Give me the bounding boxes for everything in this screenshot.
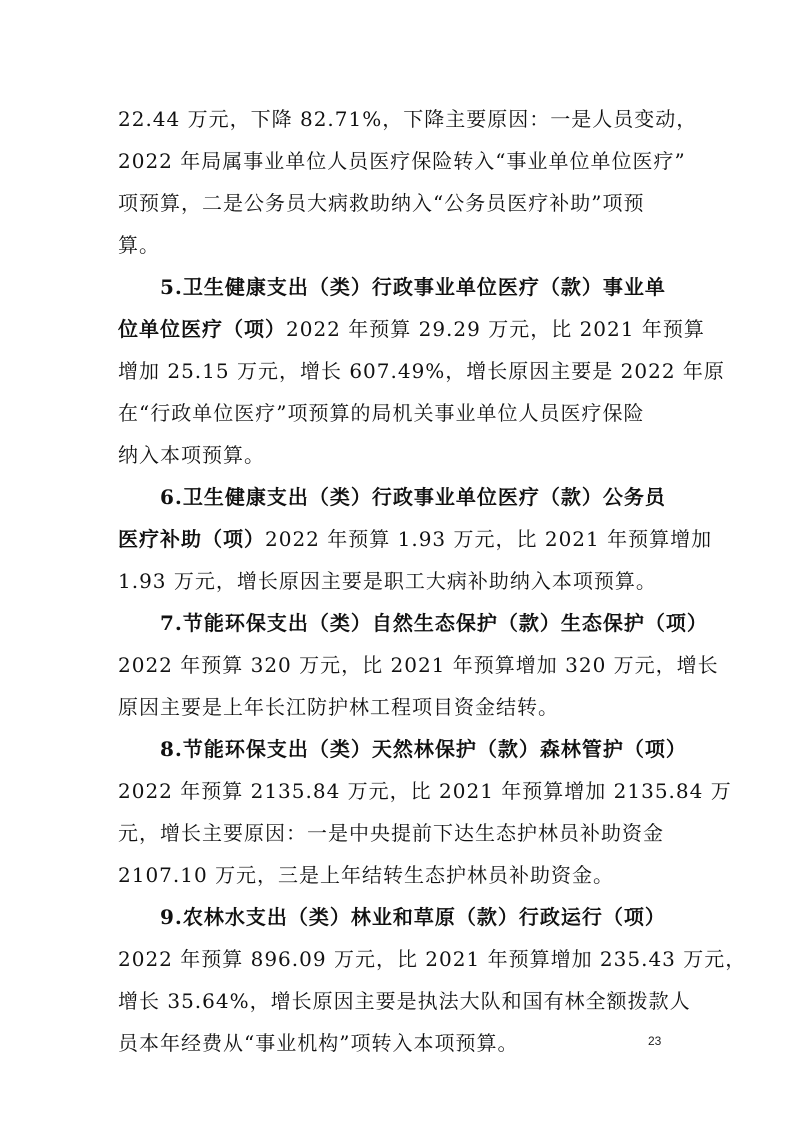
line-text: 纳入本项预算。	[118, 443, 265, 467]
line-text: 元，增长主要原因：一是中央提前下达生态护林员补助资金	[118, 821, 664, 845]
section-heading: 医疗补助（项）	[118, 527, 265, 551]
text-line	[118, 980, 691, 1022]
line-text: 算。	[118, 233, 160, 257]
text-line	[118, 518, 713, 560]
text-line	[118, 434, 678, 476]
text-line	[118, 854, 678, 896]
text-line	[118, 938, 747, 980]
line-text: 增长 35.64%，增长原因主要是执法大队和国有林全额拨款人	[118, 989, 691, 1013]
line-text: 22.44 万元，下降 82.71%，下降主要原因：一是人员变动，	[118, 107, 698, 131]
section-heading: 位单位医疗（项）	[118, 317, 286, 341]
section-heading-line	[118, 476, 678, 518]
section-heading: 5.卫生健康支出（类）行政事业单位医疗（款）事业单	[160, 275, 666, 299]
text-line	[118, 140, 686, 182]
text-line	[118, 182, 678, 224]
text-line	[118, 770, 732, 812]
line-text: 2022 年预算 29.29 万元，比 2021 年预算	[286, 317, 705, 341]
section-heading: 7.节能环保支出（类）自然生态保护（款）生态保护（项）	[160, 611, 708, 635]
text-line	[118, 350, 725, 392]
text-line	[118, 686, 678, 728]
text-line	[118, 1022, 678, 1064]
section-heading-line	[118, 602, 708, 644]
text-line	[118, 224, 678, 266]
line-text: 1.93 万元，增长原因主要是职工大病补助纳入本项预算。	[118, 569, 657, 593]
text-line	[118, 560, 678, 602]
line-text: 原因主要是上年长江防护林工程项目资金结转。	[118, 695, 559, 719]
line-text: 2107.10 万元，三是上年结转生态护林员补助资金。	[118, 863, 615, 887]
line-text: 2022 年预算 896.09 万元，比 2021 年预算增加 235.43 万元，	[118, 947, 747, 971]
page-number: 23	[648, 1034, 662, 1048]
line-text: 员本年经费从“事业机构”项转入本项预算。	[118, 1031, 519, 1055]
text-line	[118, 98, 698, 140]
section-heading: 8.节能环保支出（类）天然林保护（款）森林管护（项）	[160, 737, 687, 761]
section-heading-line	[118, 728, 687, 770]
line-text: 增加 25.15 万元，增长 607.49%，增长原因主要是 2022 年原	[118, 359, 725, 383]
line-text: 在“行政单位医疗”项预算的局机关事业单位人员医疗保险	[118, 401, 645, 425]
text-line	[118, 644, 719, 686]
line-text: 2022 年预算 1.93 万元，比 2021 年预算增加	[265, 527, 713, 551]
line-text: 项预算，二是公务员大病救助纳入“公务员医疗补助”项预	[118, 191, 645, 215]
section-heading-line	[118, 896, 678, 938]
line-text: 2022 年预算 2135.84 万元，比 2021 年预算增加 2135.84 万	[118, 779, 732, 803]
section-heading-line	[118, 266, 678, 308]
line-text: 2022 年局属事业单位人员医疗保险转入“事业单位单位医疗”	[118, 149, 686, 173]
line-text: 2022 年预算 320 万元，比 2021 年预算增加 320 万元，增长	[118, 653, 719, 677]
body-text	[118, 98, 747, 1064]
text-line	[118, 392, 678, 434]
section-heading: 9.农林水支出（类）林业和草原（款）行政运行（项）	[160, 905, 666, 929]
section-heading: 6.卫生健康支出（类）行政事业单位医疗（款）公务员	[160, 485, 666, 509]
text-line	[118, 308, 705, 350]
text-line	[118, 812, 678, 854]
